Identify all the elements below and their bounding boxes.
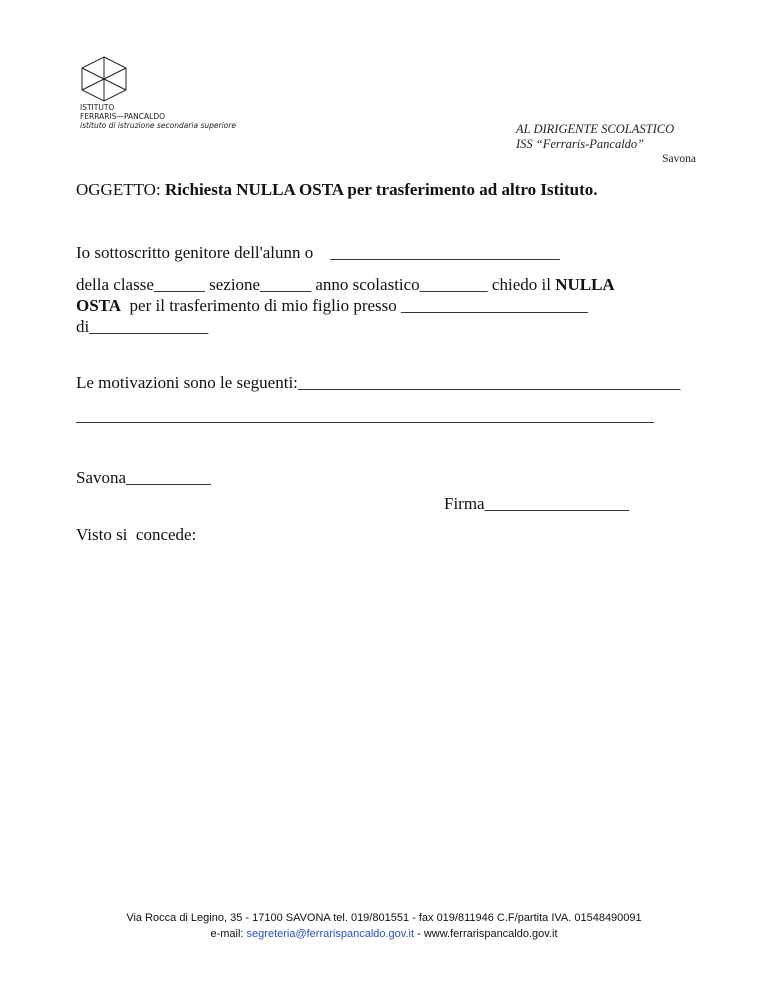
- transfer-line: [76, 296, 588, 316]
- class-section-text: della classe______ sezione______ anno scolastico________ chiedo il: [76, 275, 556, 294]
- city-line: di______________: [76, 317, 209, 336]
- motivations-line: Le motivazioni sono le seguenti:_____________________________________________: [76, 373, 681, 392]
- recipient-block: [516, 122, 696, 167]
- nulla-bold: NULLA: [555, 275, 615, 294]
- subject-line: [76, 180, 597, 200]
- footer: [0, 910, 768, 942]
- signature-line: Firma_________________: [444, 494, 630, 513]
- place-date-line: Savona__________: [76, 468, 212, 487]
- recipient-line-2: ISS “Ferraris-Pancaldo”: [516, 137, 645, 151]
- transfer-text: per il trasferimento di mio figlio presso ______________________: [121, 296, 589, 315]
- footer-contacts: [0, 926, 768, 942]
- logo-line-2: FERRARIS—PANCALDO: [80, 112, 165, 121]
- logo-text: [80, 103, 236, 130]
- class-section-line: [76, 275, 615, 295]
- motivations-continuation-line: ____________________________________________________________________: [76, 406, 654, 425]
- student-name-line: Io sottoscritto genitore dell'alunn o ___________________________: [76, 243, 560, 262]
- recipient-line-1: AL DIRIGENTE SCOLASTICO: [516, 122, 675, 136]
- logo-line-1: ISTITUTO: [80, 103, 115, 112]
- footer-separator: -: [414, 928, 424, 940]
- subject-label: OGGETTO:: [76, 180, 165, 199]
- footer-address: Via Rocca di Legino, 35 - 17100 SAVONA tel. 019/801551 - fax 019/811946 C.F/partita IVA. 01548490091: [126, 912, 642, 924]
- hexagon-cube-icon: [80, 56, 128, 102]
- recipient-city: Savona: [662, 153, 696, 165]
- website-link[interactable]: www.ferrarispancaldo.gov.it: [423, 928, 558, 940]
- email-link[interactable]: segreteria@ferrarispancaldo.gov.it: [246, 928, 415, 940]
- email-label: e-mail:: [210, 928, 247, 940]
- approval-line: Visto si concede:: [76, 525, 197, 544]
- subject-text: Richiesta NULLA OSTA per trasferimento ad altro Istituto.: [164, 180, 598, 199]
- school-logo: [80, 56, 128, 102]
- osta-bold: OSTA: [76, 296, 122, 315]
- logo-line-3: istituto di istruzione secondaria superiore: [80, 121, 236, 130]
